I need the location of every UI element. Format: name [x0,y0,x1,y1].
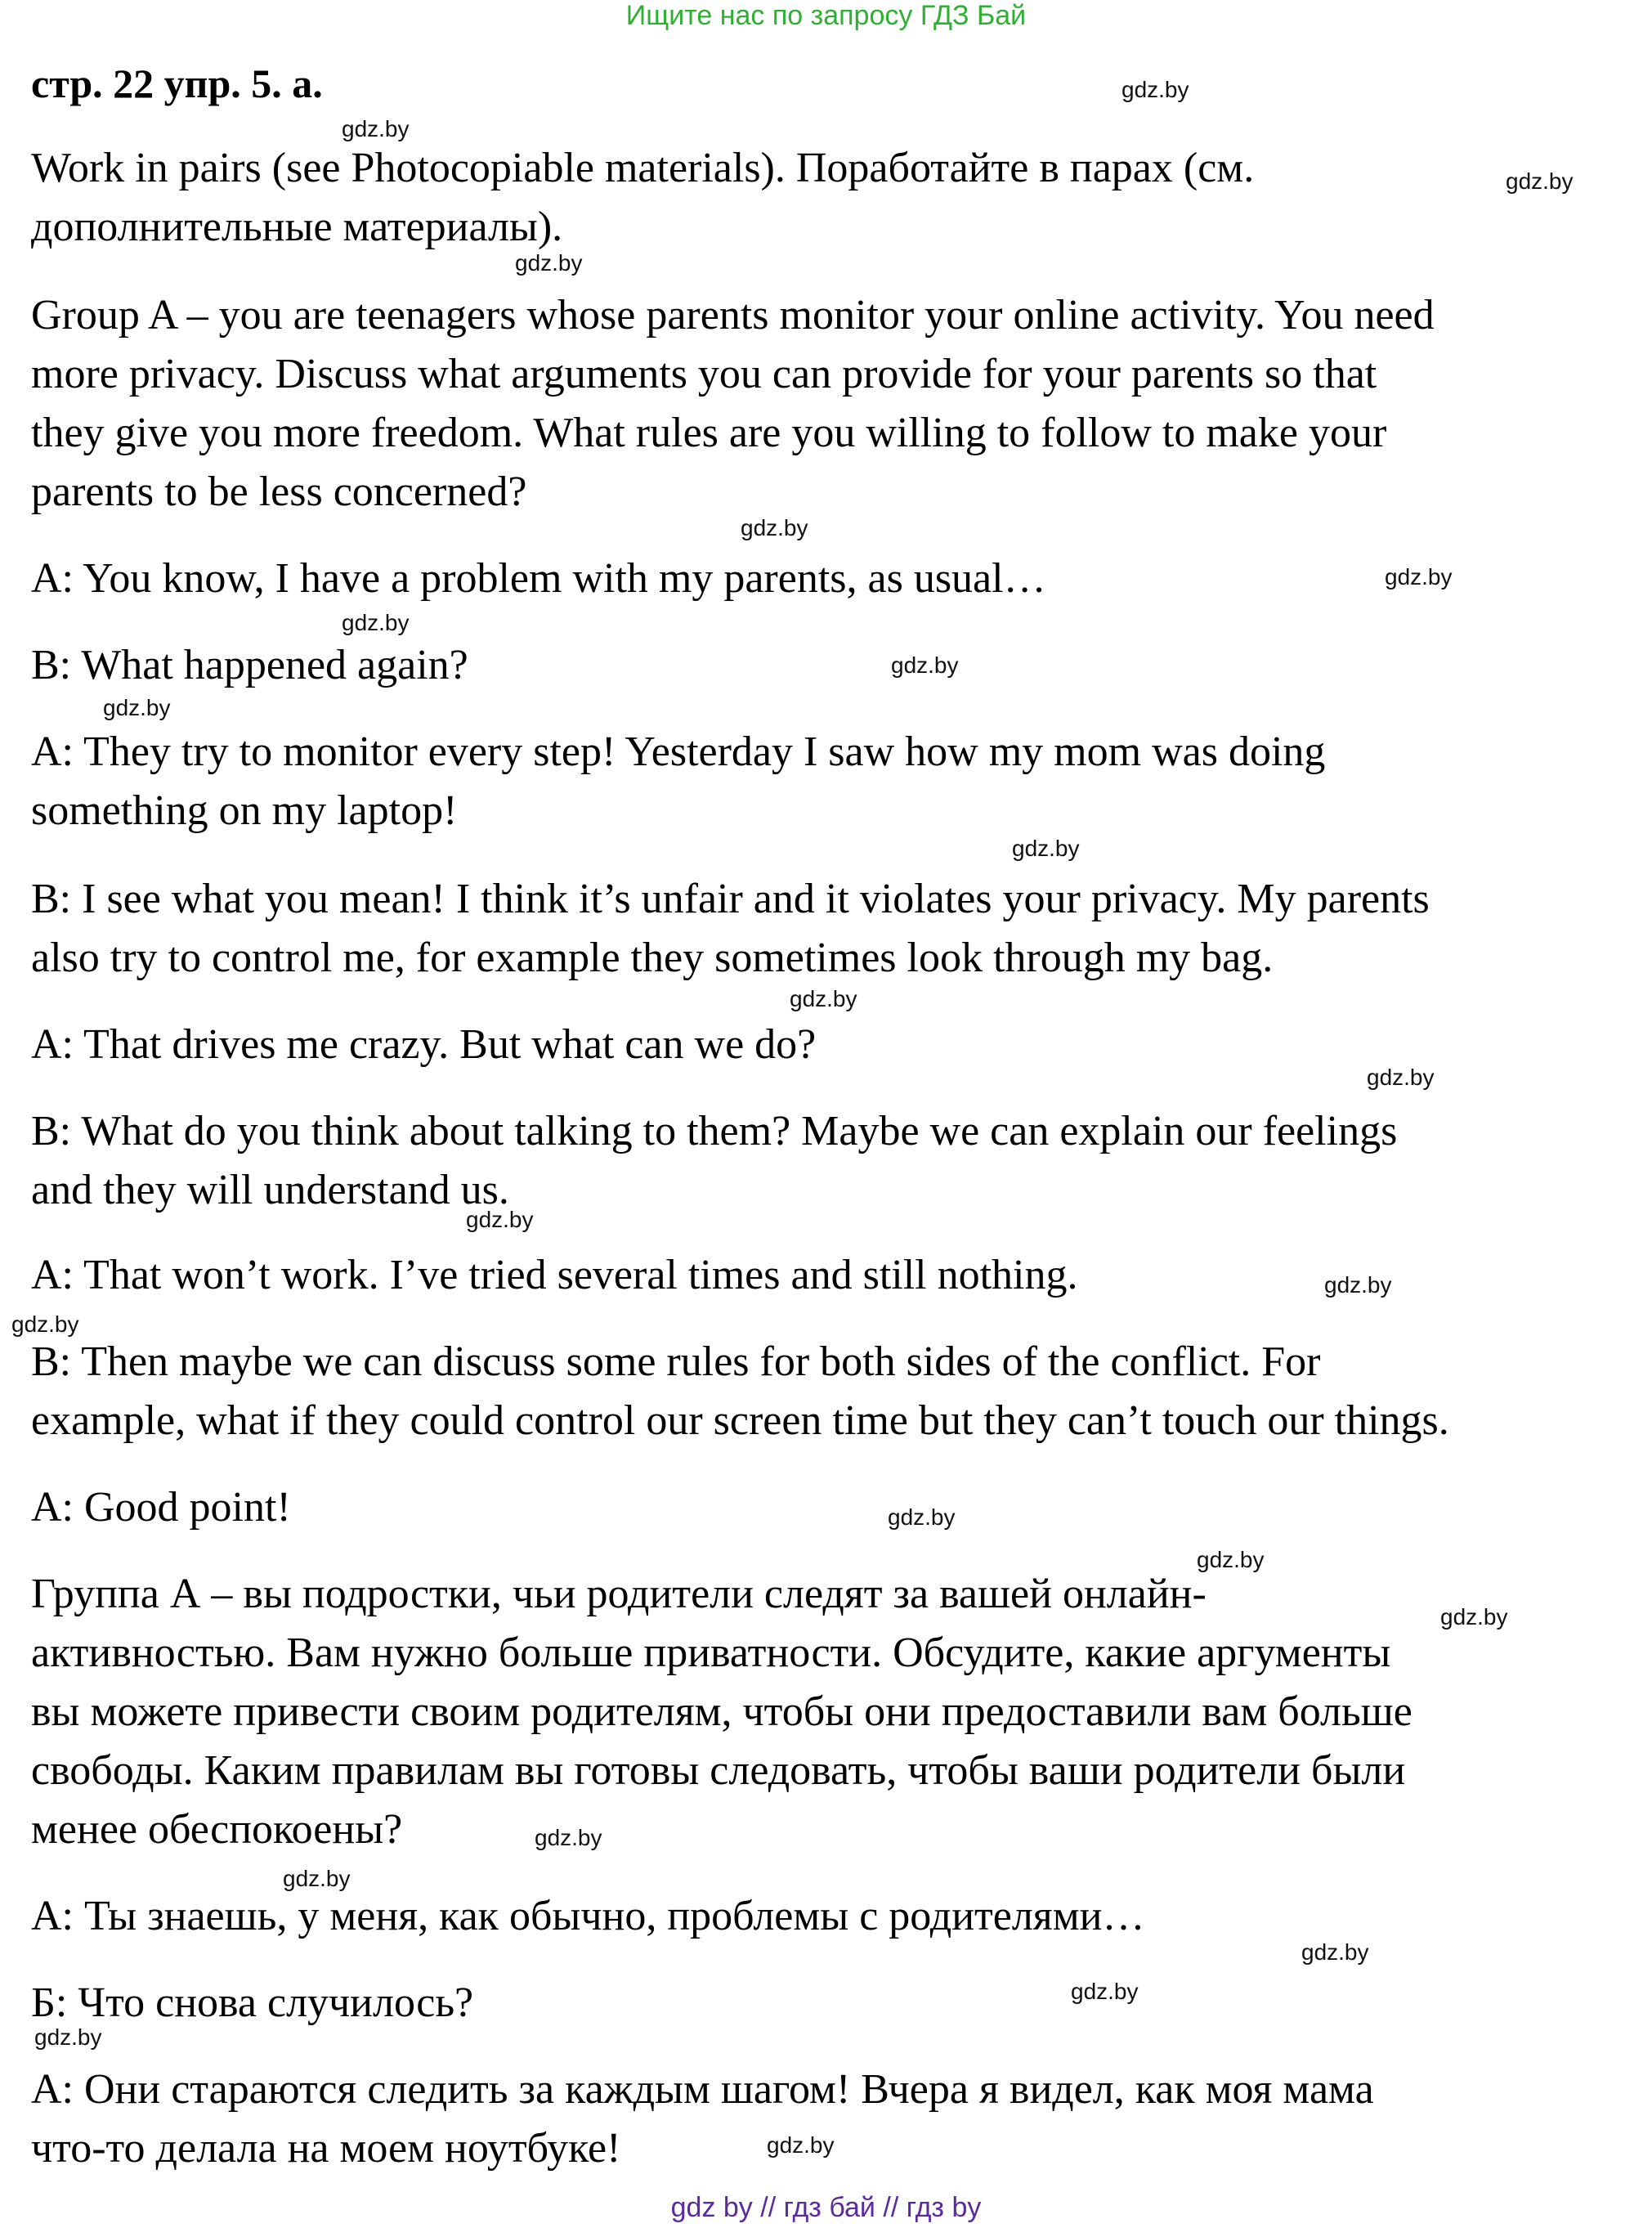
dialogue-line [31,1887,1633,1946]
watermark: gdz.by [342,116,410,141]
text-line: something on my laptop! [31,787,458,834]
text-line: Work in pairs (see Photocopiable materials). Поработайте в парах (см. [31,145,1255,191]
text-line: B: I see what you mean! I think it’s unfair and it violates your privacy. My parents [31,876,1430,922]
watermark: gdz.by [342,610,410,635]
text-line: more privacy. Discuss what arguments you can provide for your parents so that [31,351,1377,397]
footer-links[interactable]: gdz by // гдз бай // гдз by [670,2192,982,2223]
text-line: Группа А – вы подростки, чьи родители следят за вашей онлайн- [31,1571,1207,1617]
watermark: gdz.by [767,2132,835,2158]
dialogue-line [31,1246,1633,1305]
watermark: gdz.by [466,1207,534,1232]
watermark: gdz.by [1121,77,1189,102]
text-line: A: You know, I have a problem with my parents, as usual… [31,555,1046,602]
watermark: gdz.by [515,250,583,276]
exercise-heading: стр. 22 упр. 5. а. [31,61,323,106]
text-line: A: That won’t work. I’ve tried several times and still nothing. [31,1252,1078,1298]
text-line: A: They try to monitor every step! Yesterday I saw how my mom was doing [31,728,1326,775]
text-line: and they will understand us. [31,1167,509,1213]
text-line: дополнительные материалы). [31,204,563,250]
text-line: example, what if they could control our screen time but they can’t touch our things. [31,1397,1449,1444]
text-line: менее обеспокоены? [31,1806,403,1853]
dialogue-line [31,1478,1633,1537]
watermark: gdz.by [1440,1604,1508,1630]
watermark: gdz.by [1012,836,1080,861]
text-line: parents to be less concerned? [31,468,527,515]
watermark: gdz.by [741,515,808,540]
watermark: gdz.by [1324,1272,1392,1298]
watermark: gdz.by [1071,1979,1139,2004]
text-line: Б: Что снова случилось? [31,1979,474,2026]
dialogue-line [31,636,1633,695]
text-line: they give you more freedom. What rules are you willing to follow to make your [31,410,1387,456]
watermark: gdz.by [888,1504,956,1530]
text-line: A: That drives me crazy. But what can we do? [31,1021,817,1068]
text-line: активностью. Вам нужно больше приватности. Обсудите, какие аргументы [31,1630,1391,1676]
dialogue-line [31,1974,1633,2033]
dialogue-line [31,2060,1633,2178]
text-line: что-то делала на моем ноутбуке! [31,2125,621,2172]
watermark: gdz.by [1506,168,1574,194]
dialogue-line [31,870,1633,988]
watermark: gdz.by [790,986,857,1011]
watermark: gdz.by [1385,564,1453,590]
dialogue-line [31,1333,1633,1450]
paragraph-instruction [31,139,1633,257]
watermark: gdz.by [1367,1065,1435,1090]
text-line: вы можете привести своим родителям, чтобы они предоставили вам больше [31,1688,1412,1735]
text-line: A: Good point! [31,1484,291,1531]
watermark: gdz.by [891,652,959,678]
watermark: gdz.by [1301,1939,1369,1965]
text-line: also try to control me, for example they sometimes look through my bag. [31,935,1274,981]
watermark: gdz.by [535,1825,602,1850]
text-line: Group A – you are teenagers whose parents monitor your online activity. You need [31,292,1435,338]
text-line: B: Then maybe we can discuss some rules for both sides of the conflict. For [31,1338,1321,1385]
paragraph-task-ru [31,1565,1633,1859]
watermark: gdz.by [34,2024,102,2050]
top-banner[interactable]: Ищите нас по запросу ГДЗ Бай [625,0,1027,31]
watermark: gdz.by [1197,1547,1265,1572]
text-line: B: What do you think about talking to them? Maybe we can explain our feelings [31,1108,1398,1154]
text-line: А: Ты знаешь, у меня, как обычно, проблемы с родителями… [31,1893,1145,1939]
text-line: А: Они стараются следить за каждым шагом! Вчера я видел, как моя мама [31,2066,1374,2113]
watermark: gdz.by [11,1311,79,1337]
dialogue-line [31,723,1633,841]
text-line: B: What happened again? [31,642,468,688]
watermark: gdz.by [283,1866,351,1891]
paragraph-task-en [31,286,1633,522]
watermark: gdz.by [103,695,171,720]
dialogue-line [31,1102,1633,1220]
text-line: свободы. Каким правилам вы готовы следовать, чтобы ваши родители были [31,1747,1406,1794]
